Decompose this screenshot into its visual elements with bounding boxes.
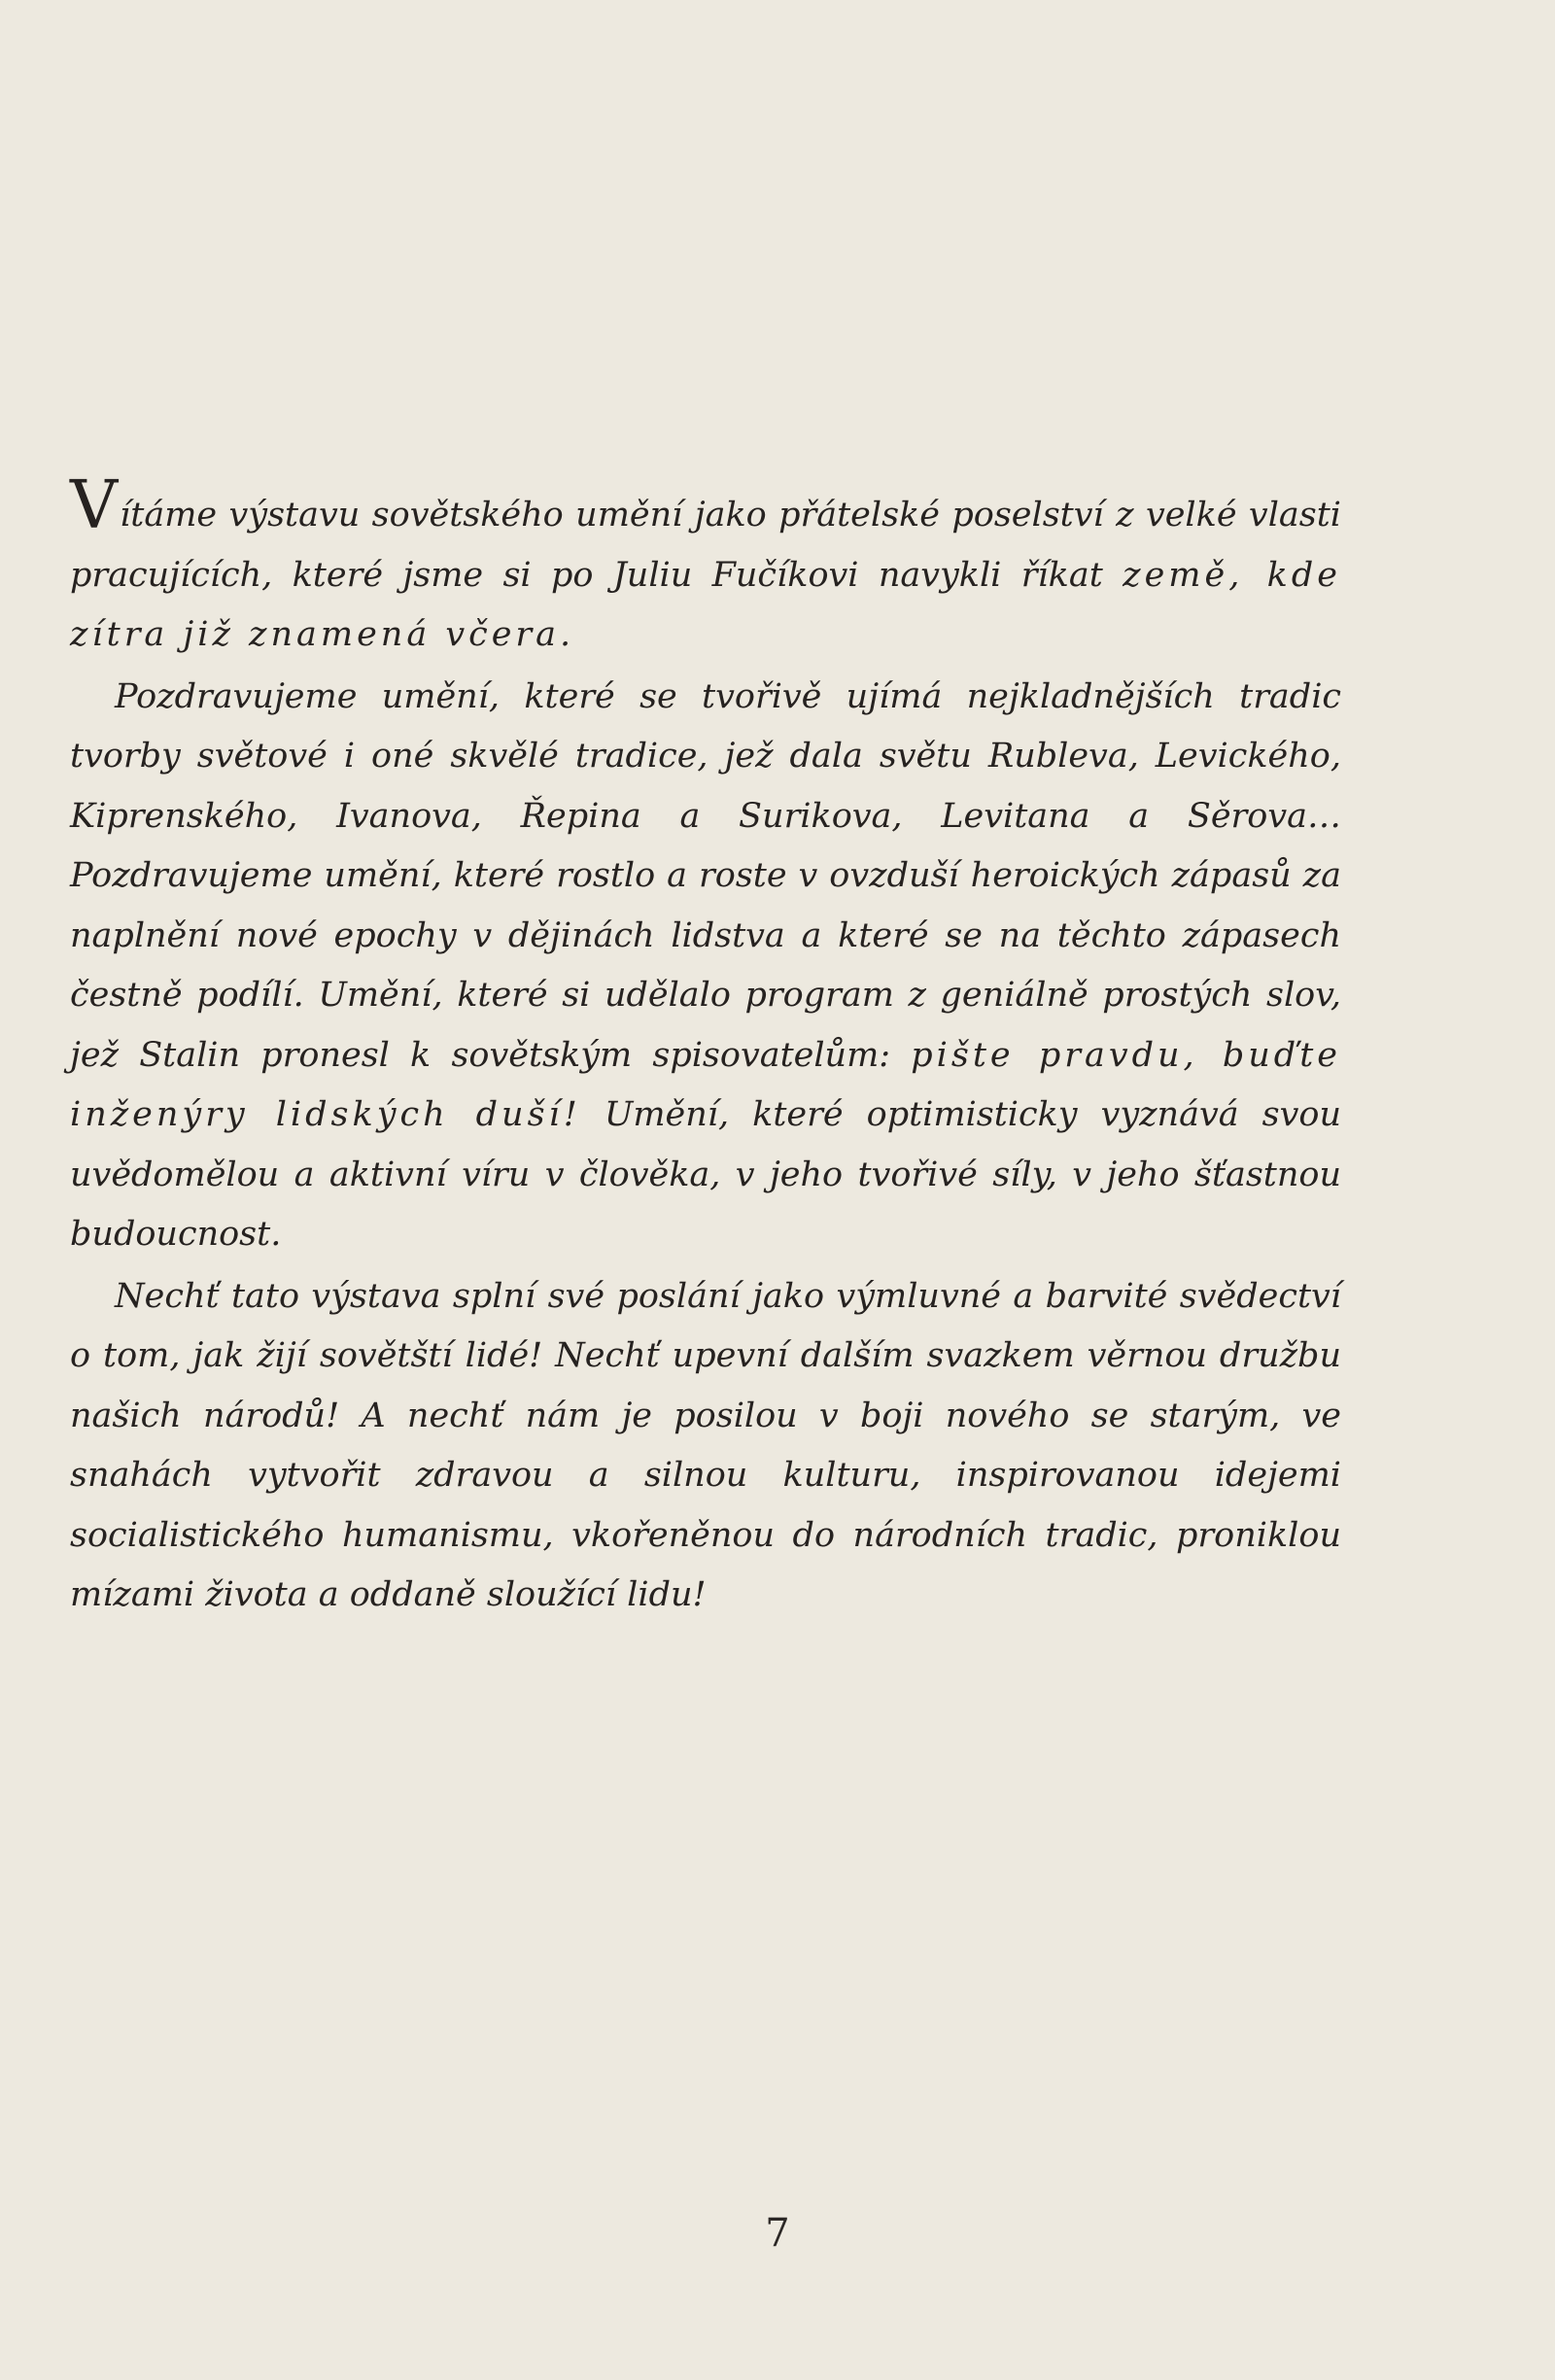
paragraph-3-text: Nechť tato výstava splní své poslání jako výmluvné a barvité svědectví o tom, jak žijí sovětští lidé! Nechť upevní dalším svazkem věrnou družbu našich národů! A nechť nám je posilou v boji nového se starým, ve snahách vytvořit zdravou a silnou kulturu, inspirovanou idejemi socialistického humanismu, vkořeněnou do národních tradic, proniklou mízami života a oddaně sloužící lidu!	[70, 1276, 1341, 1614]
paragraph-2-text-a: Pozdravujeme umění, které se tvořivě ujímá nejkladnějších tradic tvorby světové i oné skvělé tradice, jež dala světu Rubleva, Levického, Kiprenského, Ivanova, Řepina a Surikova, Levitana a Sěrova… Pozdravujeme umění, které rostlo a roste v ovzduší heroických zápasů za naplnění nové epochy v dějinách lidstva a které se na těchto zápasech čestně podílí. Umění, které si udělalo program z geniálně prostých slov, jež Stalin pronesl k sovětským spisovatelům:	[70, 676, 1341, 1075]
body-text	[70, 467, 1341, 1626]
paragraph-3	[70, 1267, 1341, 1626]
page-number: 7	[765, 2211, 790, 2256]
paragraph-1: Vítáme výstavu sovětského umění jako přátelské poselství z velké vlasti pracujících, které jsme si po Juliu Fučíkovi navykli říkat země, kde zítra již znamená včera.	[70, 467, 1341, 654]
paragraph-2-spaced-quote: pište pravdu, buďte inženýry lidských duší!	[70, 1035, 1341, 1134]
paragraph-2-text-b: Umění, které optimisticky vyznává svou uvědomělou a aktivní víru v člověka, v jeho tvořivé síly, v jeho šťastnou budoucnost.	[70, 1095, 1341, 1254]
paragraph-1-text: ítáme výstavu sovětského umění jako přátelské poselství z velké vlasti pracujících, které jsme si po Juliu Fučíkovi navykli říkat	[70, 496, 1341, 595]
paragraph-2	[70, 668, 1341, 1265]
paragraph-1-spaced-text: země, kde zítra již znamená včera.	[70, 555, 1341, 654]
